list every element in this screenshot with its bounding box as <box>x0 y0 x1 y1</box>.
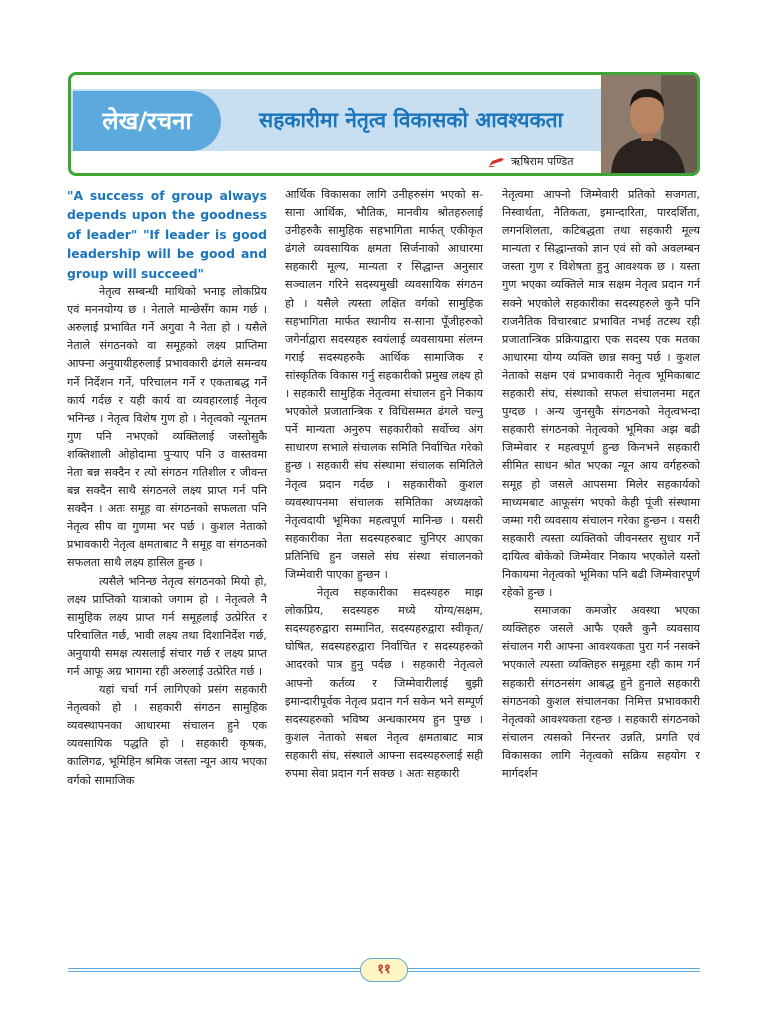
column-1 <box>67 186 267 956</box>
paragraph: नेतृत्व सहकारीका सदस्यहरु माझ लोकप्रिय, सदस्यहरु मध्ये योग्य/सक्षम, सदस्यहरुद्वारा सम्मानित, सदस्यहरुद्वारा स्वीकृत/घोषित, सदस्यहरुद्वारा निर्वाचित र सदस्यहरुको आदरको पात्र हुनु पर्दछ । सहकारी नेतृत्वले आफ्नो कर्तव्य र जिम्मेवारीलाई बुझी इमान्दारीपूर्वक नेतृत्व प्रदान गर्न सकेन भने सम्पूर्ण सदस्यहरुको भविष्य अन्धकारमय हुन पुग्छ । कुशल नेताको सबल नेतृत्व क्षमताबाट मात्र सहकारी संघ, संस्थाले आफ्ना सदस्यहरुलाई सही रुपमा सेवा प्रदान गर्न सक्छ । अतः सहकारी <box>285 586 483 780</box>
article-header <box>68 72 700 176</box>
paragraph: त्यसैले भनिन्छ नेतृत्व संगठनको मियो हो, लक्ष्य प्राप्तिको यात्राको जगाम हो । नेतृत्वले नै सामुहिक लक्ष्य प्राप्त गर्न समूहलाई उत्प्रेरित र परिचालित गर्छ, भावी लक्ष्य तथा दिशानिर्देश गर्छ, अनुयायी समक्ष त्यसलाई संचार गर्छ र लक्ष्य प्राप्त गर्न आफू अग्र भागमा रही अरुलाई उत्प्रेरित गर्छ । <box>67 574 267 678</box>
article-title: सहकारीमा नेतृत्व विकासको आवश्यकता <box>259 108 563 132</box>
paragraph: नेतृत्व सम्बन्धी माथिको भनाइ लोकप्रिय एवं मननयोग्य छ । नेताले मान्छेसँग काम गर्छ । अरुलाई प्रभावित गर्ने अगुवा नै नेता हो । यसैले नेताले संगठनको वा समूहको लक्ष्य प्राप्तिमा आफ्ना अनुयायीहरुलाई प्रभावकारी ढंगले समन्वय गर्ने निर्देशन गर्ने, परिचालन गर्ने र एकताबद्ध गर्ने कार्य गर्दछ र यही कार्य वा व्यवहारलाई नेतृत्व भनिन्छ । नेतृत्व विशेष गुण हो । नेतृत्वको न्यूनतम गुण पनि नभएको व्यक्तिलाई जस्तोसुकै शक्तिशाली ओहोदामा पुऱ्याए पनि उ वास्तवमा नेता बन्न सक्दैन र त्यो संगठन गतिशील र जीवन्त बन्न सक्दैन साथै संगठनले लक्ष्य प्राप्त गर्न पनि सक्दैन । अतः समूह वा संगठनको सफलता पनि नेतृत्व सीप वा गुणमा भर पर्छ । कुशल नेताको प्रभावकारी नेतृत्व क्षमताबाट नै समूह वा संगठनको सफलता साथै लक्ष्य हासिल हुन्छ । <box>67 285 267 570</box>
pen-icon <box>489 157 505 167</box>
pull-quote: "A success of group always depends upon the goodness of leader" "If leader is good leadership will be good and group will succeed" <box>67 188 267 281</box>
author-byline <box>489 153 609 171</box>
column-3 <box>502 186 700 956</box>
column-2 <box>285 186 483 956</box>
article-body <box>0 186 768 956</box>
author-name: ऋषिराम पण्डित <box>511 155 574 168</box>
paragraph: यहां चर्चा गर्न लागिएको प्रसंग सहकारी नेतृत्वको हो । सहकारी संगठन सामुहिक व्यवस्थापनका आधारमा संचालन हुने एक व्यवसायिक पद्धति हो । सहकारी कृषक, कालिगढ, भूमिहिन श्रमिक जस्ता न्यून आय भएका वर्गको सामाजिक <box>67 683 267 787</box>
paragraph: नेतृत्वमा आफ्नो जिम्मेवारी प्रतिको सजगता, निस्वार्थता, नैतिकता, इमान्दारिता, पारदर्शिता, लगनशिलता, कटिबद्धता तथा सहकारी मूल्य मान्यता र सिद्धान्तको ज्ञान एवं सो को अवलम्बन जस्ता गुण र विशेषता हुनु आवश्यक छ । यस्ता गुण भएका व्यक्तिले मात्र सक्षम नेतृत्व प्रदान गर्न सक्ने भएकोले सहकारीका सदस्यहरुले कुनै पनि राजनैतिक विचारबाट प्रभावित नभई तटस्थ रही प्रजातान्त्रिक प्रक्रियाद्वारा एक सदस्य एक मतका आधारमा योग्य व्यक्ति छान्न सक्नु पर्छ । कुशल नेताको सक्षम एवं प्रभावकारी नेतृत्व भूमिकाबाट सहकारी संघ, संस्थाको सफल संचालनमा मद्दत पुग्दछ । अन्य जुनसुकै संगठनको नेतृत्वभन्दा सहकारी संगठनको नेतृत्वको भूमिका अझ बढी जिम्मेवार र महत्वपूर्ण हुन्छ किनभने सहकारी सीमित साधन श्रोत भएका न्यून आय वर्गहरुको समूह हो जसले आपसमा मिलेर सहकार्यको माध्यमबाट आफूसंग भएको केही पूंजी संस्थामा जम्मा गरी व्यवसाय संचालन गरेका हुन्छन । यसरी सहकारी त्यस्ता व्यक्तिको जीवनस्तर सुधार गर्ने दायित्व बोकेको जिम्मेवार निकाय भएकोले यस्तो निकायमा नेतृत्वको भूमिका पनि बढी जिम्मेवारपूर्ण रहेको हुन्छ । <box>502 188 700 600</box>
author-photo-figure <box>601 75 697 173</box>
paragraph: आर्थिक विकासका लागि उनीहरुसंग भएको स-साना आर्थिक, भौतिक, मानवीय श्रोतहरुलाई उनीहरुकै सामुहिक सहभागिता मार्फत् एकीकृत ढंगले व्यवसायिक क्षमता सिर्जनाको आधारमा सहकारी मूल्य, मान्यता र सिद्धान्त अनुसार सञ्चालन गरिने सदस्यमुखी व्यवसायिक संगठन हो । यसैले त्यस्ता लक्षित वर्गको सामुहिक सहभागिता मार्फत स्थानीय स-साना पूँजीहरुको जगेर्नाद्वारा सदस्यहरु स्वयंलाई व्यवसायमा संलग्न गराई सदस्यहरुकै आर्थिक सामाजिक र सांस्कृतिक विकास गर्नु सहकारीको प्रमुख लक्ष्य हो । सहकारी सामुहिक नेतृत्वमा संचालन हुने निकाय भएकोले प्रजातान्त्रिक र विधिसम्मत ढंगले चल्नु पर्ने मान्यता अनुरुप सहकारीको सर्वोच्च अंग साधारण सभाले संचालक समिति निर्वाचित गरेको हुन्छ । सहकारी संघ संस्थामा संचालक समितिले नेतृत्व प्रदान गर्दछ । सहकारीको कुशल व्यवस्थापनमा संचालक समितिका अध्यक्षको नेतृत्वदायी भूमिका महत्वपूर्ण मानिन्छ । यसरी सहकारीका नेता सदस्यहरुबाट चुनिएर आएका प्रतिनिधि हुन जसले संघ संस्था संचालनको जिम्मेवारी पाएका हुन्छन । <box>285 188 483 581</box>
paragraph: समाजका कमजोर अवस्था भएका व्यक्तिहरु जसले आफै एक्लै कुनै व्यवसाय संचालन गरी आफ्ना आवश्यकता पुरा गर्न नसक्ने भएकाले त्यस्ता व्यक्तिहरु समूहमा रही काम गर्न सहकारी संगठनसंग आबद्ध हुने हुनाले सहकारी संगठनको कुशल संचालनका निमित्त प्रभावकारी नेतृत्वको आवश्यकता रहन्छ । सहकारी संगठनको संचालन त्यसको निरन्तर उन्नति, प्रगति एवं विकासका लागि नेतृत्वको सक्रिय सहयोग र मार्गदर्शन <box>502 604 700 780</box>
page-number: ११ <box>360 958 408 982</box>
section-label: लेख/रचना <box>73 91 221 151</box>
author-photo <box>601 75 697 173</box>
